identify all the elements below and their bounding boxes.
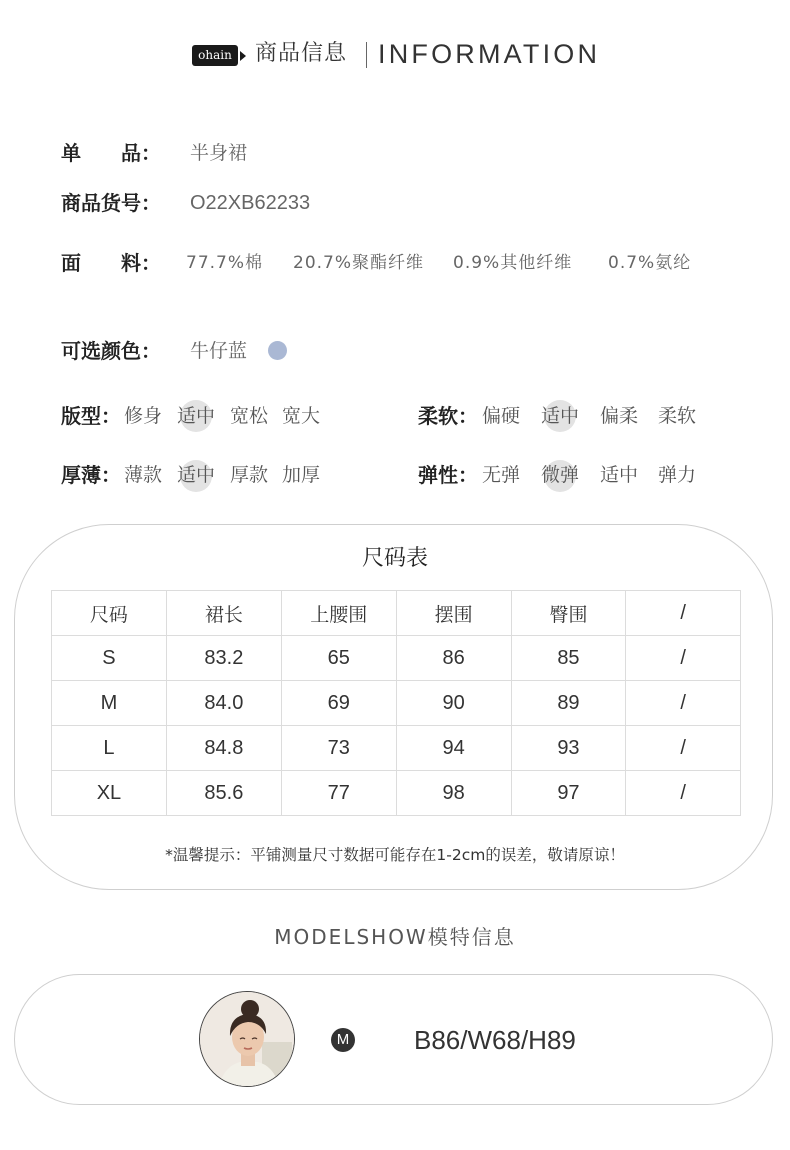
- color-swatch[interactable]: [268, 341, 287, 360]
- table-cell: 94: [396, 726, 511, 771]
- sku-value: O22XB62233: [190, 192, 311, 214]
- table-row: [52, 681, 741, 726]
- elasticity-option: 弹力: [658, 464, 697, 486]
- table-cell: 98: [396, 771, 511, 816]
- table-cell: /: [626, 771, 741, 816]
- section-title-cn: 商品信息: [255, 41, 348, 66]
- model-measurements: B86/W68/H89: [414, 1025, 576, 1055]
- model-info-card: [14, 974, 773, 1105]
- fit-label: 版型：: [61, 404, 121, 428]
- table-cell: 85.6: [166, 771, 281, 816]
- fabric-value-2: 20.7%聚酯纤维: [293, 253, 425, 273]
- model-avatar: [199, 991, 295, 1087]
- table-cell: /: [626, 636, 741, 681]
- table-row: [52, 771, 741, 816]
- softness-option: 柔软: [658, 405, 697, 427]
- table-cell: 84.8: [166, 726, 281, 771]
- table-cell: /: [626, 726, 741, 771]
- item-value: 半身裙: [190, 142, 248, 164]
- header-cell: /: [626, 591, 741, 636]
- table-cell: 69: [281, 681, 396, 726]
- header-cell: 上腰围: [281, 591, 396, 636]
- table-cell: 97: [511, 771, 626, 816]
- color-label: 可选颜色：: [61, 339, 161, 363]
- elasticity-option: 适中: [600, 464, 639, 486]
- brand-logo: ohain: [192, 45, 238, 66]
- logo-arrow-icon: [240, 51, 246, 61]
- fabric-value-4: 0.7%氨纶: [608, 253, 692, 273]
- header-cell: 摆围: [396, 591, 511, 636]
- header-cell: 尺码: [52, 591, 167, 636]
- table-cell: 89: [511, 681, 626, 726]
- size-chart-title: 尺码表: [361, 546, 428, 571]
- table-cell: 73: [281, 726, 396, 771]
- table-cell: S: [52, 636, 167, 681]
- table-cell: 85: [511, 636, 626, 681]
- elasticity-option: 无弹: [482, 464, 521, 486]
- sku-label: 商品货号：: [61, 191, 161, 215]
- title-divider: [366, 42, 367, 68]
- softness-option: 适中: [541, 405, 580, 427]
- fit-option: 宽松: [230, 405, 269, 427]
- fit-option: 宽大: [282, 405, 321, 427]
- section-title-en: INFORMATION: [378, 39, 601, 69]
- fit-option: 适中: [177, 405, 216, 427]
- softness-label: 柔软：: [418, 404, 478, 428]
- fabric-value-3: 0.9%其他纤维: [453, 253, 573, 273]
- softness-option: 偏硬: [482, 405, 521, 427]
- elasticity-label: 弹性：: [418, 463, 478, 487]
- size-table: [51, 590, 741, 816]
- thickness-option: 薄款: [124, 464, 163, 486]
- header-cell: 裙长: [166, 591, 281, 636]
- measurement-note: *温馨提示：平铺测量尺寸数据可能存在1-2cm的误差，敬请原谅！: [165, 846, 625, 864]
- table-cell: 90: [396, 681, 511, 726]
- table-cell: 84.0: [166, 681, 281, 726]
- fabric-value-1: 77.7%棉: [186, 253, 264, 273]
- table-row: [52, 726, 741, 771]
- table-cell: 65: [281, 636, 396, 681]
- thickness-label: 厚薄：: [61, 463, 121, 487]
- thickness-option: 加厚: [282, 464, 321, 486]
- table-row: [52, 636, 741, 681]
- softness-option: 偏柔: [600, 405, 639, 427]
- header-cell: 臀围: [511, 591, 626, 636]
- table-cell: 93: [511, 726, 626, 771]
- table-cell: 77: [281, 771, 396, 816]
- model-show-title: MODELSHOW模特信息: [274, 925, 516, 949]
- table-header-row: [52, 591, 741, 636]
- item-label: 单 品：: [61, 141, 161, 165]
- color-value: 牛仔蓝: [190, 340, 248, 362]
- fit-option: 修身: [124, 405, 163, 427]
- model-size-badge: M: [331, 1028, 355, 1052]
- table-cell: M: [52, 681, 167, 726]
- table-cell: /: [626, 681, 741, 726]
- table-cell: 83.2: [166, 636, 281, 681]
- table-cell: L: [52, 726, 167, 771]
- fabric-label: 面 料：: [61, 251, 161, 275]
- table-cell: XL: [52, 771, 167, 816]
- elasticity-option: 微弹: [541, 464, 580, 486]
- thickness-option: 厚款: [230, 464, 269, 486]
- model-portrait-icon: [200, 992, 295, 1087]
- thickness-option: 适中: [177, 464, 216, 486]
- table-cell: 86: [396, 636, 511, 681]
